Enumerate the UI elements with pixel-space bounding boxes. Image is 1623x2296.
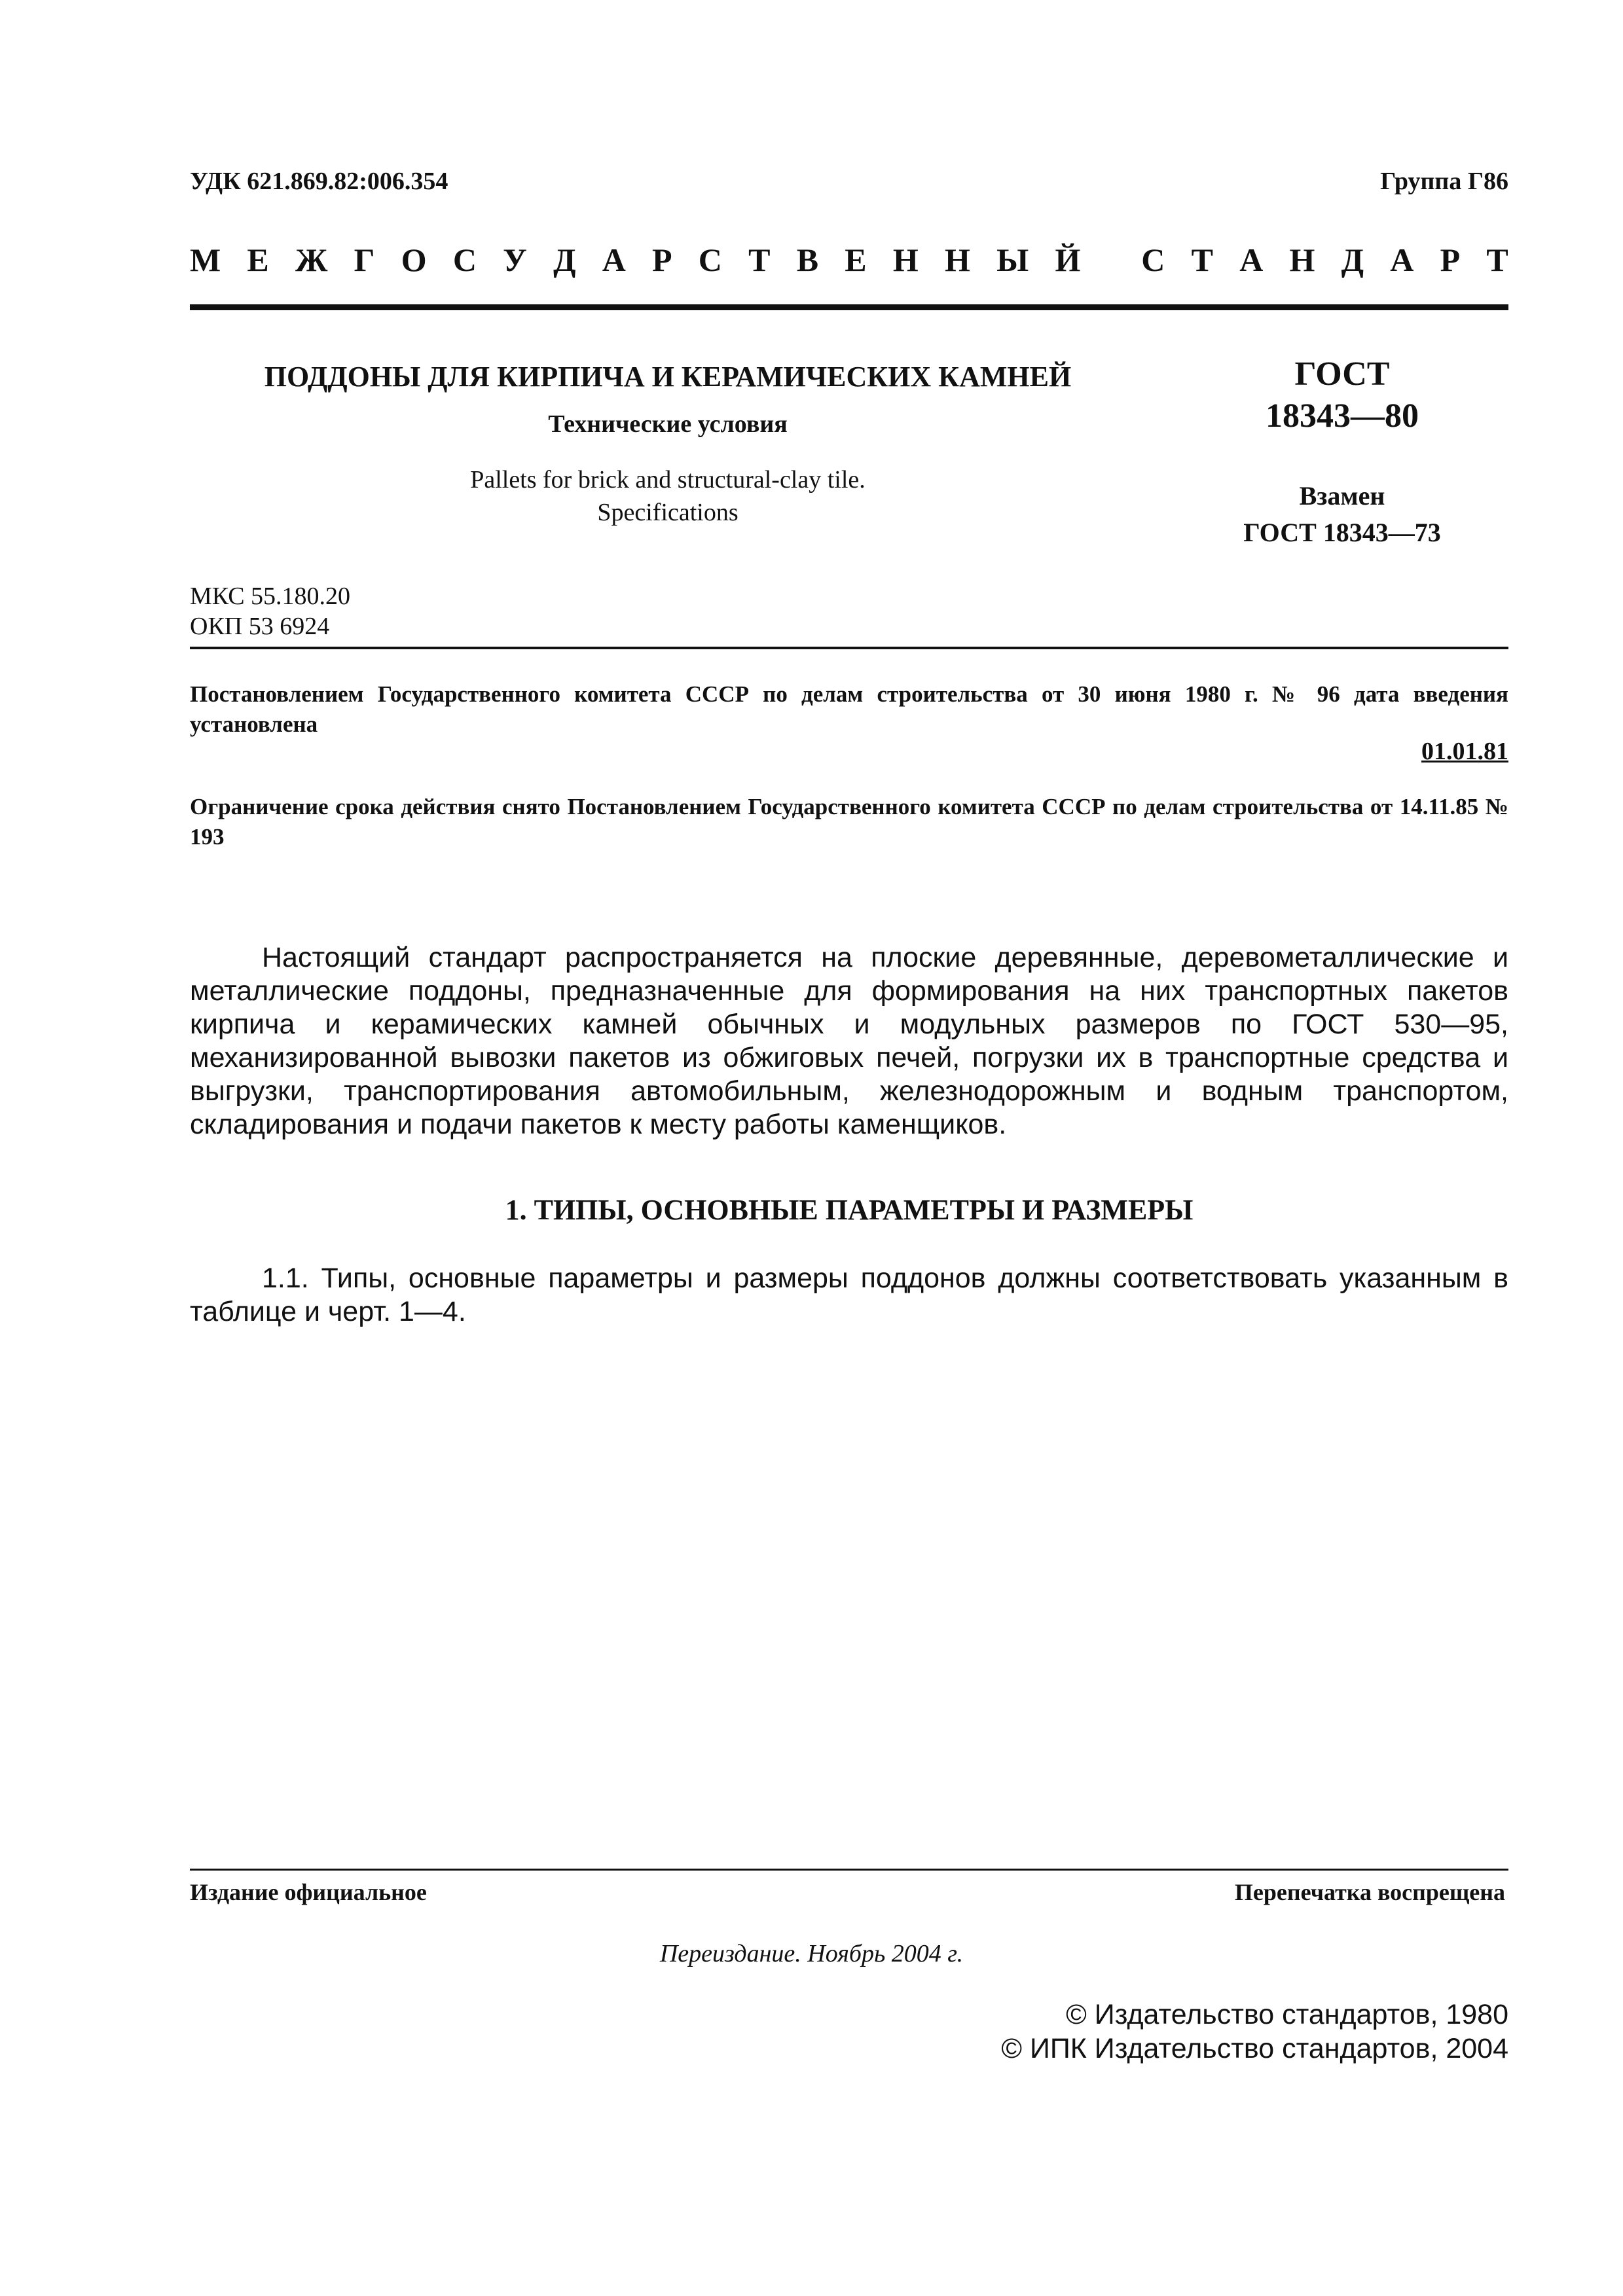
banner-letter: В [796, 242, 819, 278]
limitation-note: Ограничение срока действия снято Постановлением Государственного комитета СССР по делам строительства от 14.11.85 № 193 [190, 794, 1508, 850]
banner-letter: О [401, 242, 427, 278]
banner-letter: Ы [996, 242, 1029, 278]
document-title: ПОДДОНЫ ДЛЯ КИРПИЧА И КЕРАМИЧЕСКИХ КАМНЕЙ [264, 361, 1072, 393]
introduction-date: 01.01.81 [1421, 738, 1508, 765]
gost-designation [1178, 353, 1506, 551]
copyright-block [1001, 1998, 1508, 2066]
footer-rule [190, 1869, 1508, 1871]
mks-code: МКС 55.180.20 [190, 583, 351, 610]
copyright-line-2: © ИПК Издательство стандартов, 2004 [1001, 2033, 1508, 2064]
banner-letter: С [452, 242, 477, 278]
classification-codes [190, 581, 350, 641]
header-separator-rule [190, 647, 1508, 649]
replaced-standard: ГОСТ 18343—73 [1243, 518, 1441, 547]
banner-letter: А [1390, 242, 1414, 278]
banner-letter: Н [892, 242, 919, 278]
english-title [190, 463, 1146, 529]
banner-letter: Т [1191, 242, 1213, 278]
okp-code: ОКП 53 6924 [190, 613, 330, 640]
banner-letter: С [698, 242, 722, 278]
banner-letter: Н [1289, 242, 1315, 278]
banner-letter: А [1239, 242, 1264, 278]
banner-letter: С [1141, 242, 1165, 278]
official-edition-label: Издание официальное [190, 1879, 427, 1905]
clause-1-1: 1.1. Типы, основные параметры и размеры поддонов должны соответствовать указанным в таблице и черт. 1—4. [190, 1263, 1508, 1327]
banner-letter: М [190, 242, 221, 278]
reissue-note: Переиздание. Ноябрь 2004 г. [659, 1940, 964, 1967]
banner-letter: Ж [295, 242, 328, 278]
banner-letter: Й [1055, 242, 1081, 278]
group-code: Группа Г86 [1380, 168, 1508, 195]
banner-letter: Г [354, 242, 375, 278]
gost-number: 18343—80 [1266, 397, 1419, 435]
banner-letter: Т [1486, 242, 1508, 278]
interstate-standard-banner [190, 241, 1508, 279]
replaces-label: Взамен [1299, 481, 1385, 511]
english-title-line-2: Specifications [597, 499, 739, 526]
banner-letter: А [602, 242, 626, 278]
copyright-line-1: © Издательство стандартов, 1980 [1066, 1999, 1508, 2030]
banner-letter: Т [748, 242, 771, 278]
banner-letter: Д [553, 242, 576, 278]
document-subtitle: Технические условия [548, 410, 788, 438]
banner-letter: У [503, 242, 527, 278]
section-1-heading: 1. ТИПЫ, ОСНОВНЫЕ ПАРАМЕТРЫ И РАЗМЕРЫ [505, 1194, 1194, 1226]
banner-letter: Е [247, 242, 269, 278]
banner-letter: Р [1440, 242, 1461, 278]
gost-label: ГОСТ [1294, 355, 1390, 393]
reprint-prohibited-label: Перепечатка воспрещена [1234, 1879, 1505, 1905]
english-title-line-1: Pallets for brick and structural-clay tile. [470, 466, 866, 493]
banner-letter: Р [652, 242, 672, 278]
udk-code: УДК 621.869.82:006.354 [190, 168, 448, 195]
top-thick-rule [190, 304, 1508, 310]
banner-letter: Н [944, 242, 970, 278]
adoption-decree: Постановлением Государственного комитета СССР по делам строительства от 30 июня 1980 г. № 96 дата введения установлена [190, 681, 1508, 737]
banner-word-gap [1107, 241, 1116, 279]
title-block [190, 359, 1146, 529]
scope-paragraph: Настоящий стандарт распространяется на плоские деревянные, деревометаллические и металлические поддоны, предназначенные для формирования на них транспортных пакетов кирпича и керамических камней обычных и модульных размеров по ГОСТ 530—95, механизированной вывозки пакетов из обжиговых печей, погрузки их в транспортные средства и выгрузки, транспортирования автомобильным, железнодорожным и водным транспортом, складирования и подачи пакетов к месту работы каменщиков. [190, 942, 1508, 1140]
banner-letter: Д [1341, 242, 1364, 278]
banner-letter: Е [845, 242, 867, 278]
